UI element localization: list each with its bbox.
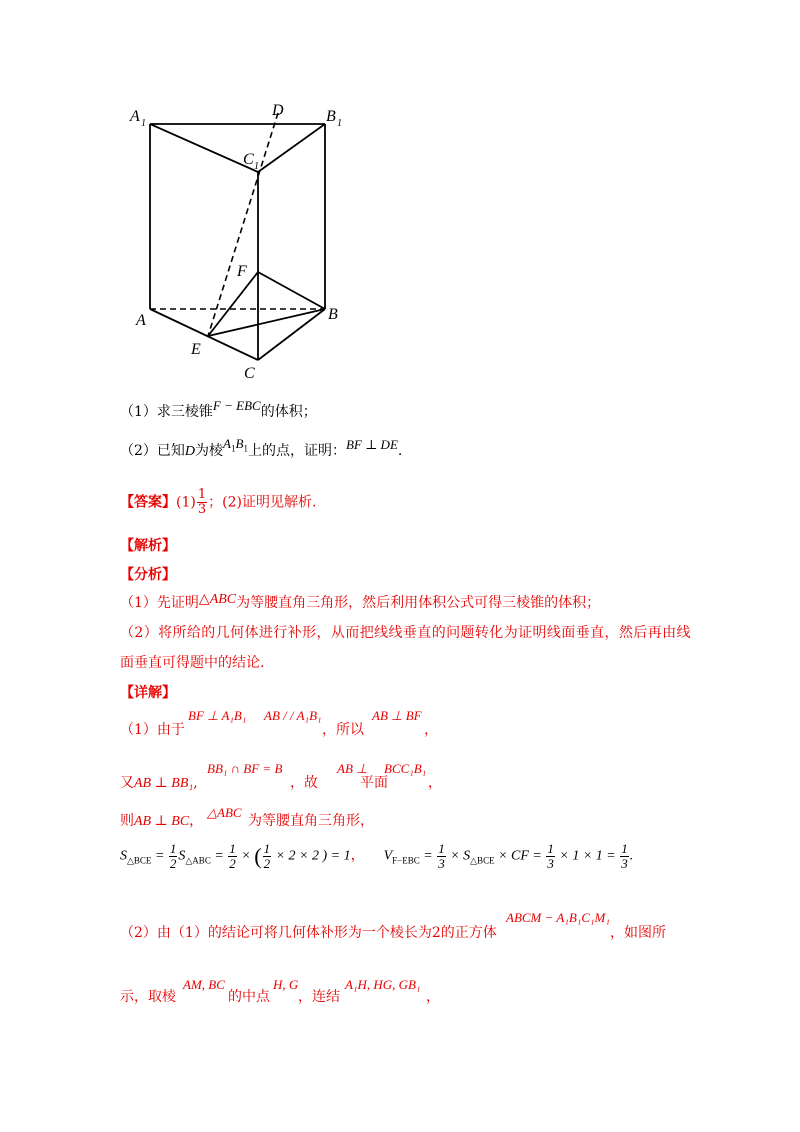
label-c1: C [243,151,254,168]
detail-1-m3: AB ⊥ BF [372,708,422,723]
label-e: E [191,341,201,358]
detail-1-end: ， [424,722,438,738]
analysis-title: 【解析】 [120,538,176,554]
edge-c1b1 [258,124,325,172]
detail-5-b: ，如图所 [610,925,666,941]
detail-2-end: ， [428,775,442,791]
label-f: F [237,263,247,280]
detail-1-m1: BF ⊥ A₁B₁ [188,708,247,723]
question-1: （1）求三棱锥F − EBC的体积； [120,398,317,420]
detail-6-m3: A₁H, HG, GB₁ [345,977,421,992]
detail-6-b: 的中点 [228,989,270,1005]
label-c1-sub: 1 [254,161,259,172]
detail-2-m2: BB₁ ∩ BF = B [207,761,283,776]
detail-1: （1）由于 [120,722,185,738]
label-a: A [136,312,146,329]
edge-fb [258,272,325,309]
detail-2-plane: 平面 [360,775,388,791]
detail-5: （2）由（1）的结论可将几何体补形为一个棱长为2的正方体 [120,925,497,941]
detail-6: 示，取棱 [120,989,176,1005]
label-a1: A [130,108,140,125]
detail-6-c: ，连结 [298,989,340,1005]
detail-6-m2: H, G [273,977,299,992]
fenxi-title: 【分析】 [120,567,176,583]
detail-2-m4: BCC₁B₁ [384,761,427,776]
prism-figure [120,95,360,385]
answer-line: 【答案】(1) $\frac{1}{3}$ ；(2)证明见解析. [120,487,317,517]
fenxi-2b: 面垂直可得题中的结论. [120,655,265,671]
edge-ac [150,309,258,360]
detail-3: 则AB ⊥ BC， [120,813,204,829]
label-b1-sub: 1 [337,118,342,129]
detail-2: 又AB ⊥ BB₁, [120,775,198,791]
question-2: （2）已知D为棱$A_1B_1$上的点，证明：BF ⊥ DE. [120,436,403,459]
label-b1: B [326,108,336,125]
label-c: C [244,365,255,382]
detail-5-m: ABCM − A₁B₁C₁M₁ [506,910,610,925]
detail-3-tail: 为等腰直角三角形， [248,813,374,829]
detail-3-m2: △ABC [207,805,242,820]
detail-1-mid: ，所以 [322,722,364,738]
label-b: B [328,306,338,323]
detail-1-m2: AB / / A₁B₁ [264,708,322,723]
edge-de-hidden [208,113,278,336]
detail-2-mid: ，故 [290,775,318,791]
fenxi-1: （1）先证明△ABC为等腰直角三角形，然后利用体积公式可得三棱锥的体积； [120,592,601,611]
label-d: D [272,102,284,119]
fenxi-2a: （2）将所给的几何体进行补形，从而把线线垂直的问题转化为证明线面垂直，然后再由线 [120,625,691,641]
label-a1-sub: 1 [141,118,146,129]
detail-2-m3: AB ⊥ [337,761,368,776]
detail-4-formula: $S_{\triangle BCE}$ = $\frac{1}{2}$ $S_{\triangle ABC}$ = $\frac{1}{2}$ × ( $\frac{1}{2}$ × 2 × 2 ) = 1， $V_{F-EBC}$ = $\frac{1}{3}$ × $S_{\triangle BCE}$ × CF = $\frac{1}{3}$ × 1 × 1 = $\frac{1}{3}$ . [120,841,634,871]
detail-6-m1: AM, BC [183,977,225,992]
detail-6-d: ， [426,989,440,1005]
detail-title: 【详解】 [120,685,176,701]
edge-a1c1 [150,124,258,172]
